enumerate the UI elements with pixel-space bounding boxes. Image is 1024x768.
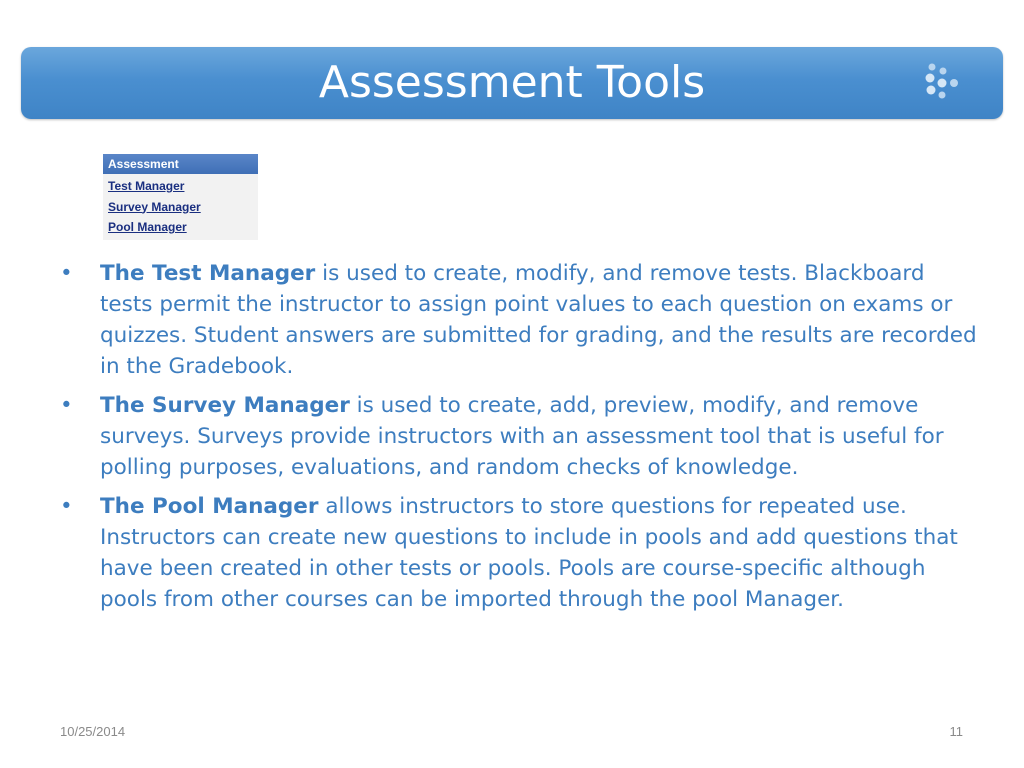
bullet-pool-manager (60, 491, 980, 615)
bullet-text: is used to create, add, preview, modify, and remove surveys. Surveys provide instructors with an assessment tool that is useful for polling purposes, evaluations, and random checks of knowledge. (100, 393, 944, 480)
survey-manager-link[interactable]: Survey Manager (108, 199, 201, 214)
page-number: 11 (949, 724, 963, 739)
bullet-text: allows instructors to store questions for repeated use. Instructors can create new questions to include in pools and add questions that have been created in other tests or pools. Pools are course-specific although pools from other courses can be imported through the pool Manager. (100, 494, 958, 612)
bullet-survey-manager (60, 390, 980, 483)
title-bar (21, 47, 1003, 119)
assessment-menu (103, 154, 258, 240)
bullet-icon: • (60, 494, 73, 519)
slide-title: Assessment Tools (318, 57, 706, 108)
bullet-title: The Pool Manager (100, 494, 319, 519)
bullet-title: The Survey Manager (100, 393, 350, 418)
bullet-list (60, 258, 980, 623)
bullet-title: The Test Manager (100, 261, 316, 286)
bullet-icon: • (60, 261, 73, 286)
bullet-icon: • (60, 393, 73, 418)
dots-cluster-icon (924, 62, 968, 106)
pool-manager-link[interactable]: Pool Manager (108, 220, 187, 234)
assessment-menu-header: Assessment (103, 154, 258, 174)
bullet-text: is used to create, modify, and remove tests. Blackboard tests permit the instructor to assign point values to each question on exams or quizzes. Student answers are submitted for grading, and the results are recorded in the Gradebook. (100, 261, 977, 379)
test-manager-link[interactable]: Test Manager (108, 179, 185, 193)
bullet-test-manager (60, 258, 980, 382)
footer-date: 10/25/2014 (60, 724, 126, 739)
